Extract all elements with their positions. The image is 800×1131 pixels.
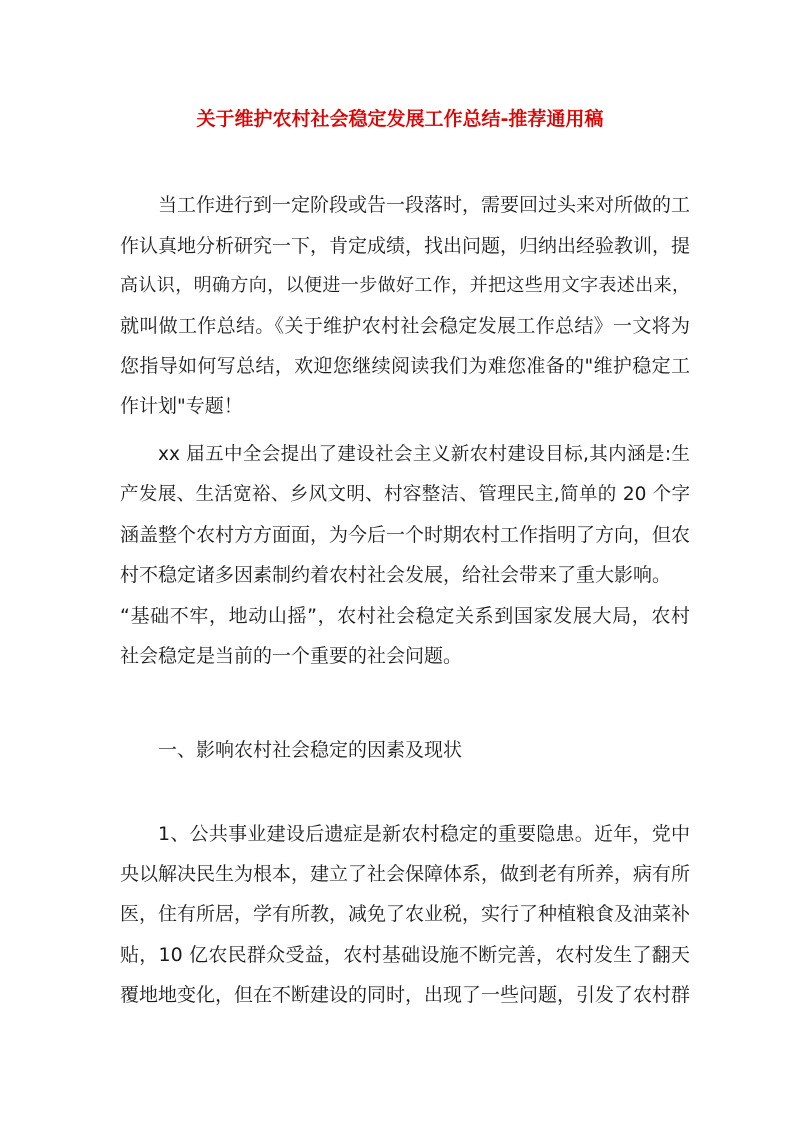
paragraph-2-line-6: 社会稳定是当前的一个重要的社会问题。 [120, 645, 463, 667]
paragraph-3-line-4: 贴，10 亿农民群众受益，农村基础设施不断完善，农村发生了翻天 [120, 944, 690, 966]
paragraph-1-line-4: 就叫做工作总结。《关于维护农村社会稳定发展工作总结》一文将为 [120, 315, 690, 337]
paragraph-1-line-6: 作计划"专题！ [120, 395, 243, 417]
document-title: 关于维护农村社会稳定发展工作总结-推荐通用稿 [196, 108, 604, 130]
paragraph-1-line-5: 您指导如何写总结，欢迎您继续阅读我们为难您准备的"维护稳定工 [120, 355, 690, 377]
paragraph-2-line-5: “基础不牢，地动山摇”，农村社会稳定关系到国家发展大局，农村 [120, 605, 690, 627]
paragraph-1-line-1: 当工作进行到一定阶段或告一段落时，需要回过头来对所做的工 [158, 194, 691, 216]
paragraph-2-line-4: 村不稳定诸多因素制约着农村社会发展，给社会带来了重大影响。 [120, 564, 672, 586]
paragraph-2-line-1: xx 届五中全会提出了建设社会主义新农村建设目标,其内涵是:生 [158, 444, 690, 465]
paragraph-3-line-5: 覆地地变化，但在不断建设的同时，出现了一些问题，引发了农村群 [120, 984, 691, 1006]
paragraph-1-line-2: 作认真地分析研究一下，肯定成绩，找出问题，归纳出经验教训，提 [120, 235, 691, 257]
paragraph-1-line-3: 高认识，明确方向，以便进一步做好工作，并把这些用文字表述出来， [120, 275, 690, 296]
paragraph-3-line-3: 医，住有所居，学有所教，减免了农业税，实行了种植粮食及油菜补 [120, 903, 691, 925]
paragraph-2-line-3: 涵盖整个农村方方面面，为今后一个时期农村工作指明了方向，但农 [120, 524, 691, 546]
section-heading-1: 一、影响农村社会稳定的因素及现状 [158, 739, 463, 761]
paragraph-3-line-2: 央以解决民生为根本，建立了社会保障体系，做到老有所养，病有所 [120, 863, 691, 885]
paragraph-2-line-2: 产发展、生活宽裕、乡风文明、村容整洁、管理民主,简单的 20 个字 [120, 484, 690, 505]
paragraph-3-line-1: 1、公共事业建设后遗症是新农村稳定的重要隐患。近年，党中 [158, 823, 690, 845]
